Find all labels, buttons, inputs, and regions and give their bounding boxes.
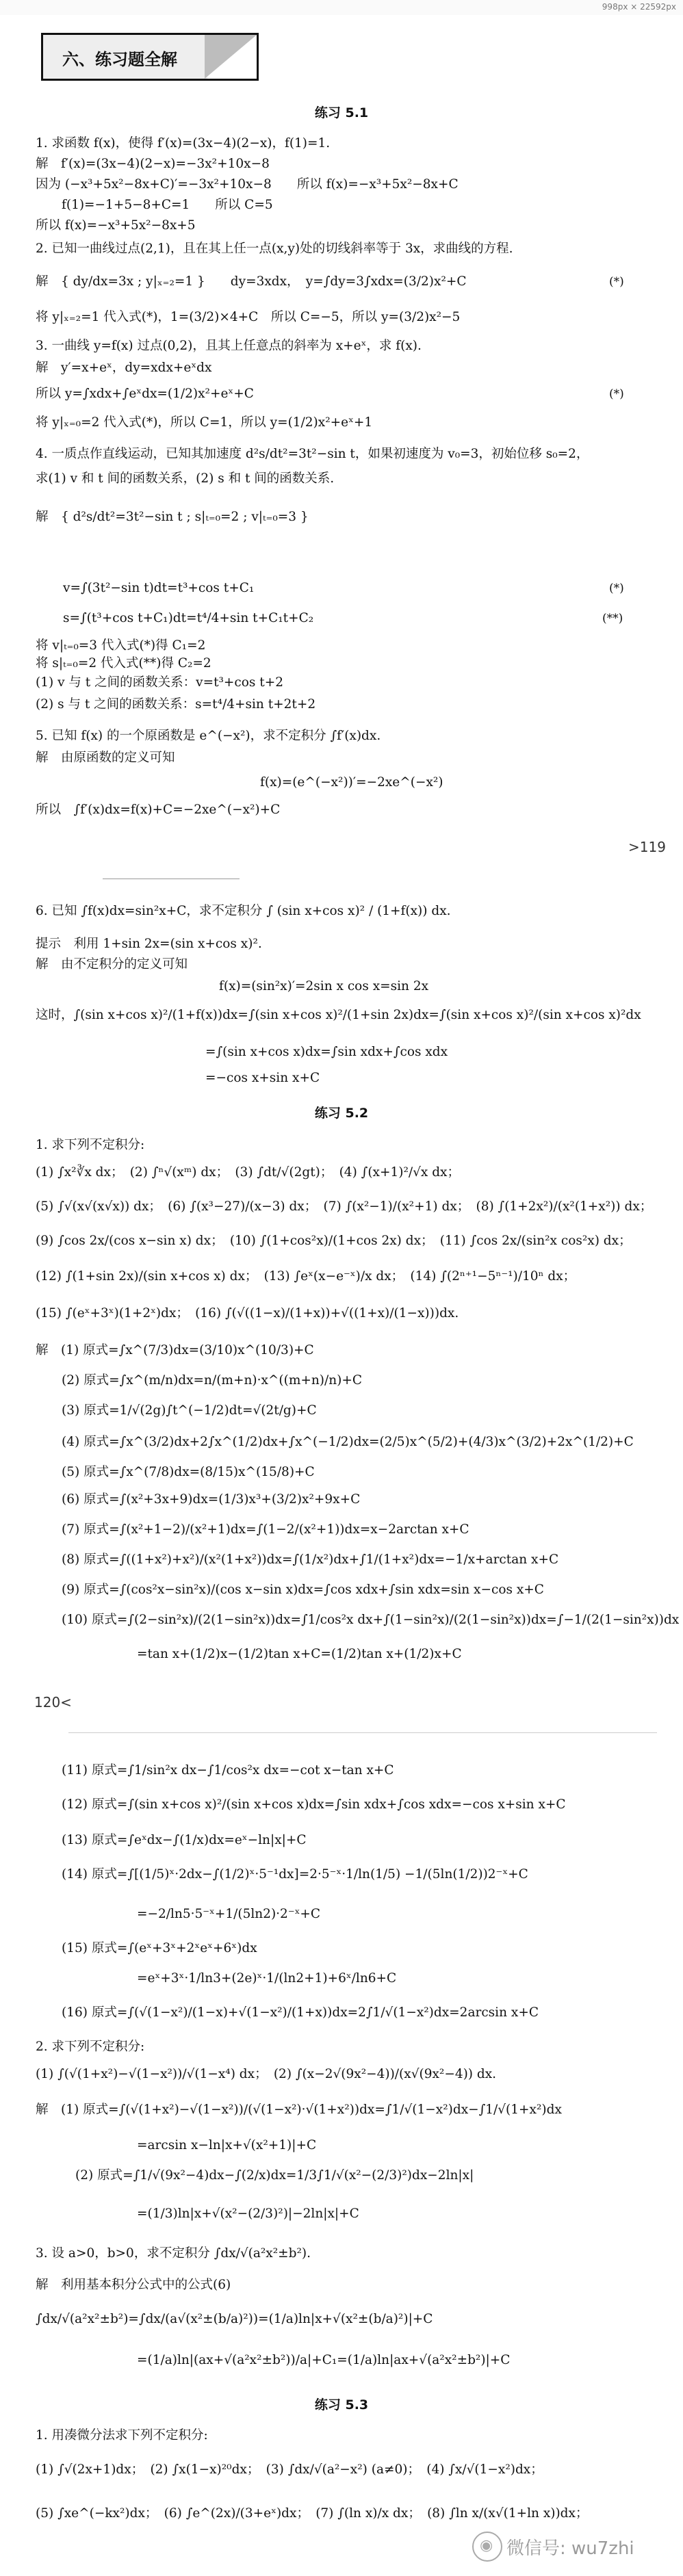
text-line: f(x)=(sin²x)′=2sin x cos x=sin 2x bbox=[219, 979, 429, 993]
text-line: (5) 原式=∫x^(7/8)dx=(8/15)x^(15/8)+C bbox=[62, 1465, 315, 1479]
text-line: 解 利用基本积分公式中的公式(6) bbox=[36, 2278, 231, 2292]
text-line: (15) ∫(eˣ+3ˣ)(1+2ˣ)dx； (16) ∫(√((1−x)/(1+x))+√((1+x)/(1−x)))dx. bbox=[36, 1306, 459, 1320]
image-size-label: 998px × 22592px bbox=[602, 2, 676, 12]
wechat-icon: ◉ bbox=[472, 2532, 502, 2562]
text-line: (9) 原式=∫(cos²x−sin²x)/(cos x−sin x)dx=∫cos xdx+∫sin xdx=sin x−cos x+C bbox=[62, 1583, 544, 1597]
text-line: =tan x+(1/2)x−(1/2)tan x+C=(1/2)tan x+(1/2)x+C bbox=[137, 1647, 462, 1661]
text-line: (10) 原式=∫(2−sin²x)/(2(1−sin²x))dx=∫1/cos²x dx+∫(1−sin²x)/(2(1−sin²x))dx=∫−1/(2(1−sin²x))dx bbox=[62, 1613, 680, 1627]
text-line: =∫(sin x+cos x)dx=∫sin xdx+∫cos xdx bbox=[205, 1045, 448, 1059]
text-line: (3) 原式=1/√(2g)∫t^(−1/2)dt=√(2t/g)+C bbox=[62, 1403, 317, 1418]
text-line: 提示 利用 1+sin 2x=(sin x+cos x)². bbox=[36, 937, 262, 951]
text-line: (5) ∫√(x√(x√x)) dx； (6) ∫(x³−27)/(x−3) dx； (7) ∫(x²−1)/(x²+1) dx； (8) ∫(1+2x²)/(x²(1+x²)) dx； bbox=[36, 1199, 653, 1214]
text-line: (11) 原式=∫1/sin²x dx−∫1/cos²x dx=−cot x−tan x+C bbox=[62, 1763, 394, 1778]
text-line: 所以 y=∫xdx+∫eˣdx=(1/2)x²+eˣ+C bbox=[36, 387, 254, 401]
text-line: (7) 原式=∫(x²+1−2)/(x²+1)dx=∫(1−2/(x²+1))dx=x−2arctan x+C bbox=[62, 1522, 469, 1537]
section-header-wedge bbox=[205, 35, 257, 79]
text-line: 解 (1) 原式=∫(√(1+x²)−√(1−x²))/(√(1−x²)·√(1+x²))dx=∫1/√(1−x²)dx−∫1/√(1+x²)dx bbox=[36, 2103, 562, 2117]
text-line: (12) 原式=∫(sin x+cos x)²/(sin x+cos x)dx=∫sin xdx+∫cos xdx=−cos x+sin x+C bbox=[62, 1797, 566, 1812]
section-title: 六、练习题全解 bbox=[62, 50, 177, 69]
text-line: 因为 (−x³+5x²−8x+C)′=−3x²+10x−8 所以 f(x)=−x³+5x²−8x+C bbox=[36, 177, 459, 192]
text-line: s=∫(t³+cos t+C₁)dt=t⁴/4+sin t+C₁t+C₂ bbox=[63, 611, 314, 625]
text-line: 解 y′=x+eˣ，dy=xdx+eˣdx bbox=[36, 361, 212, 375]
text-line: 6. 已知 ∫f(x)dx=sin²x+C，求不定积分 ∫ (sin x+cos x)² / (1+f(x)) dx. bbox=[36, 904, 451, 918]
text-line: (1) ∫x²∛x dx； (2) ∫ⁿ√(xᵐ) dx； (3) ∫dt/√(2gt)； (4) ∫(x+1)²/√x dx； bbox=[36, 1165, 460, 1180]
text-line: (2) 原式=∫1/√(9x²−4)dx−∫(2/x)dx=1/3∫1/√(x²−(2/3)²)dx−2ln|x| bbox=[75, 2168, 474, 2183]
text-line: f(1)=−1+5−8+C=1 所以 C=5 bbox=[62, 198, 273, 212]
text-line: (15) 原式=∫(eˣ+3ˣ+2ˣeˣ+6ˣ)dx bbox=[62, 1941, 257, 1955]
text-line: 将 y|ₓ₌₀=2 代入式(*)，所以 C=1，所以 y=(1/2)x²+eˣ+1 bbox=[36, 415, 373, 430]
text-line: 将 v|ₜ₌₀=3 代入式(*)得 C₁=2 bbox=[36, 638, 206, 653]
text-line: (14) 原式=∫[(1/5)ˣ·2dx−∫(1/2)ˣ·5⁻¹dx]=2·5⁻ˣ·1/ln(1/5) −1/(5ln(1/2))2⁻ˣ+C bbox=[62, 1867, 528, 1882]
text-line: =eˣ+3ˣ·1/ln3+(2e)ˣ·1/(ln2+1)+6ˣ/ln6+C bbox=[137, 1971, 397, 1986]
text-line: 解 f′(x)=(3x−4)(2−x)=−3x²+10x−8 bbox=[36, 157, 270, 171]
equation-tag: (*) bbox=[609, 387, 624, 401]
text-line: =(1/3)ln|x+√(x²−(2/3)²)|−2ln|x|+C bbox=[137, 2207, 359, 2221]
text-line: ∫dx/√(a²x²±b²)=∫dx/(a√(x²±(b/a)²))=(1/a)ln|x+√(x²±(b/a)²)|+C bbox=[36, 2312, 433, 2326]
text-line: (12) ∫(1+sin 2x)/(sin x+cos x) dx； (13) ∫eˣ(x−e⁻ˣ)/x dx； (14) ∫(2ⁿ⁺¹−5ⁿ⁻¹)/10ⁿ dx； bbox=[36, 1269, 576, 1284]
text-line: 所以 f(x)=−x³+5x²−8x+5 bbox=[36, 218, 196, 233]
text-line: 将 y|ₓ₌₂=1 代入式(*)，1=(3/2)×4+C 所以 C=−5，所以 y=(3/2)x²−5 bbox=[36, 310, 461, 324]
text-line: (9) ∫cos 2x/(cos x−sin x) dx； (10) ∫(1+cos²x)/(1+cos 2x) dx； (11) ∫cos 2x/(sin²x cos²x) dx； bbox=[36, 1234, 632, 1248]
text-line: =−cos x+sin x+C bbox=[205, 1071, 320, 1085]
text-line: (4) 原式=∫x^(3/2)dx+2∫x^(1/2)dx+∫x^(−1/2)dx=(2/5)x^(5/2)+(4/3)x^(3/2)+2x^(1/2)+C bbox=[62, 1435, 634, 1449]
exercise-5-3-title: 练习 5.3 bbox=[314, 2397, 369, 2412]
text-line: 将 s|ₜ₌₀=2 代入式(**)得 C₂=2 bbox=[36, 656, 211, 671]
text-line: 解 (1) 原式=∫x^(7/3)dx=(3/10)x^(10/3)+C bbox=[36, 1343, 314, 1357]
text-line: v=∫(3t²−sin t)dt=t³+cos t+C₁ bbox=[63, 581, 255, 595]
text-line: 3. 设 a>0，b>0，求不定积分 ∫dx/√(a²x²±b²). bbox=[36, 2246, 311, 2261]
page-number: 120< bbox=[34, 1694, 72, 1710]
text-line: 解 由不定积分的定义可知 bbox=[36, 957, 188, 972]
text-line: =arcsin x−ln|x+√(x²+1)|+C bbox=[137, 2138, 317, 2152]
text-line: =−2/ln5·5⁻ˣ+1/(5ln2)·2⁻ˣ+C bbox=[137, 1907, 321, 1921]
text-line: 2. 求下列不定积分: bbox=[36, 2040, 145, 2054]
section-header bbox=[41, 33, 259, 81]
text-line: (8) 原式=∫((1+x²)+x²)/(x²(1+x²))dx=∫(1/x²)dx+∫1/(1+x²)dx=−1/x+arctan x+C bbox=[62, 1552, 559, 1567]
top-meta-bar bbox=[0, 0, 683, 15]
text-line: 这时，∫(sin x+cos x)²/(1+f(x))dx=∫(sin x+cos x)²/(1+sin 2x)dx=∫(sin x+cos x)²/(sin x+cos x)²dx bbox=[36, 1008, 641, 1022]
text-line: (6) 原式=∫(x²+3x+9)dx=(1/3)x³+(3/2)x²+9x+C bbox=[62, 1492, 361, 1507]
text-line: 4. 一质点作直线运动，已知其加速度 d²s/dt²=3t²−sin t，如果初速度为 v₀=3，初始位移 s₀=2， bbox=[36, 447, 589, 461]
text-line: f(x)=(e^(−x²))′=−2xe^(−x²) bbox=[260, 775, 443, 790]
watermark-text: 微信号: wu7zhi bbox=[506, 2538, 634, 2559]
exercise-5-1-title: 练习 5.1 bbox=[314, 105, 369, 120]
equation-tag: (*) bbox=[609, 582, 624, 595]
text-line: =(1/a)ln|(ax+√(a²x²±b²))/a|+C₁=(1/a)ln|ax+√(a²x²±b²)|+C bbox=[137, 2353, 511, 2367]
text-line: 解 { dy/dx=3x ; y|ₓ₌₂=1 } dy=3xdx， y=∫dy=3∫xdx=(3/2)x²+C bbox=[36, 274, 467, 289]
text-line: 1. 求函数 f(x)，使得 f′(x)=(3x−4)(2−x)，f(1)=1. bbox=[36, 136, 331, 151]
text-line: (1) ∫√(2x+1)dx； (2) ∫x(1−x)²⁰dx； (3) ∫dx/√(a²−x²) (a≠0)； (4) ∫x/√(1−x²)dx； bbox=[36, 2462, 543, 2477]
text-line: (16) 原式=∫(√(1−x²)/(1−x)+√(1−x²)/(1+x))dx=2∫1/√(1−x²)dx=2arcsin x+C bbox=[62, 2005, 539, 2020]
text-line: (2) s 与 t 之间的函数关系：s=t⁴/4+sin t+2t+2 bbox=[36, 697, 316, 712]
text-line: 解 由原函数的定义可知 bbox=[36, 751, 175, 765]
text-line: (1) ∫(√(1+x²)−√(1−x²))/√(1−x⁴) dx； (2) ∫(x−2√(9x²−4))/(x√(9x²−4)) dx. bbox=[36, 2067, 497, 2081]
text-line: (1) v 与 t 之间的函数关系：v=t³+cos t+2 bbox=[36, 675, 283, 690]
text-line: (13) 原式=∫eˣdx−∫(1/x)dx=eˣ−ln|x|+C bbox=[62, 1833, 307, 1847]
text-line: 所以 ∫f′(x)dx=f(x)+C=−2xe^(−x²)+C bbox=[36, 803, 281, 817]
page-divider bbox=[68, 1732, 657, 1733]
page-number: >119 bbox=[628, 839, 666, 855]
text-line: 3. 一曲线 y=f(x) 过点(0,2)，且其上任意点的斜率为 x+eˣ，求 f(x). bbox=[36, 339, 422, 353]
text-line: 1. 用凑微分法求下列不定积分: bbox=[36, 2428, 208, 2443]
equation-tag: (**) bbox=[602, 612, 623, 625]
text-line: 解 { d²s/dt²=3t²−sin t ; s|ₜ₌₀=2 ; v|ₜ₌₀=3 } bbox=[36, 510, 309, 524]
text-line: (5) ∫xe^(−kx²)dx； (6) ∫e^(2x)/(3+eˣ)dx； (7) ∫(ln x)/x dx； (8) ∫ln x/(x√(1+ln x))dx； bbox=[36, 2506, 589, 2521]
text-line: 1. 求下列不定积分: bbox=[36, 1138, 145, 1152]
exercise-5-2-title: 练习 5.2 bbox=[314, 1106, 369, 1121]
text-line: 5. 已知 f(x) 的一个原函数是 e^(−x²)，求不定积分 ∫f′(x)dx. bbox=[36, 729, 381, 743]
text-line: 2. 已知一曲线过点(2,1)，且在其上任一点(x,y)处的切线斜率等于 3x，求曲线的方程. bbox=[36, 242, 513, 256]
text-line: 求(1) v 和 t 间的函数关系，(2) s 和 t 间的函数关系. bbox=[36, 471, 335, 486]
text-line: (2) 原式=∫x^(m/n)dx=n/(m+n)·x^((m+n)/n)+C bbox=[62, 1373, 363, 1388]
equation-tag: (*) bbox=[609, 275, 624, 289]
